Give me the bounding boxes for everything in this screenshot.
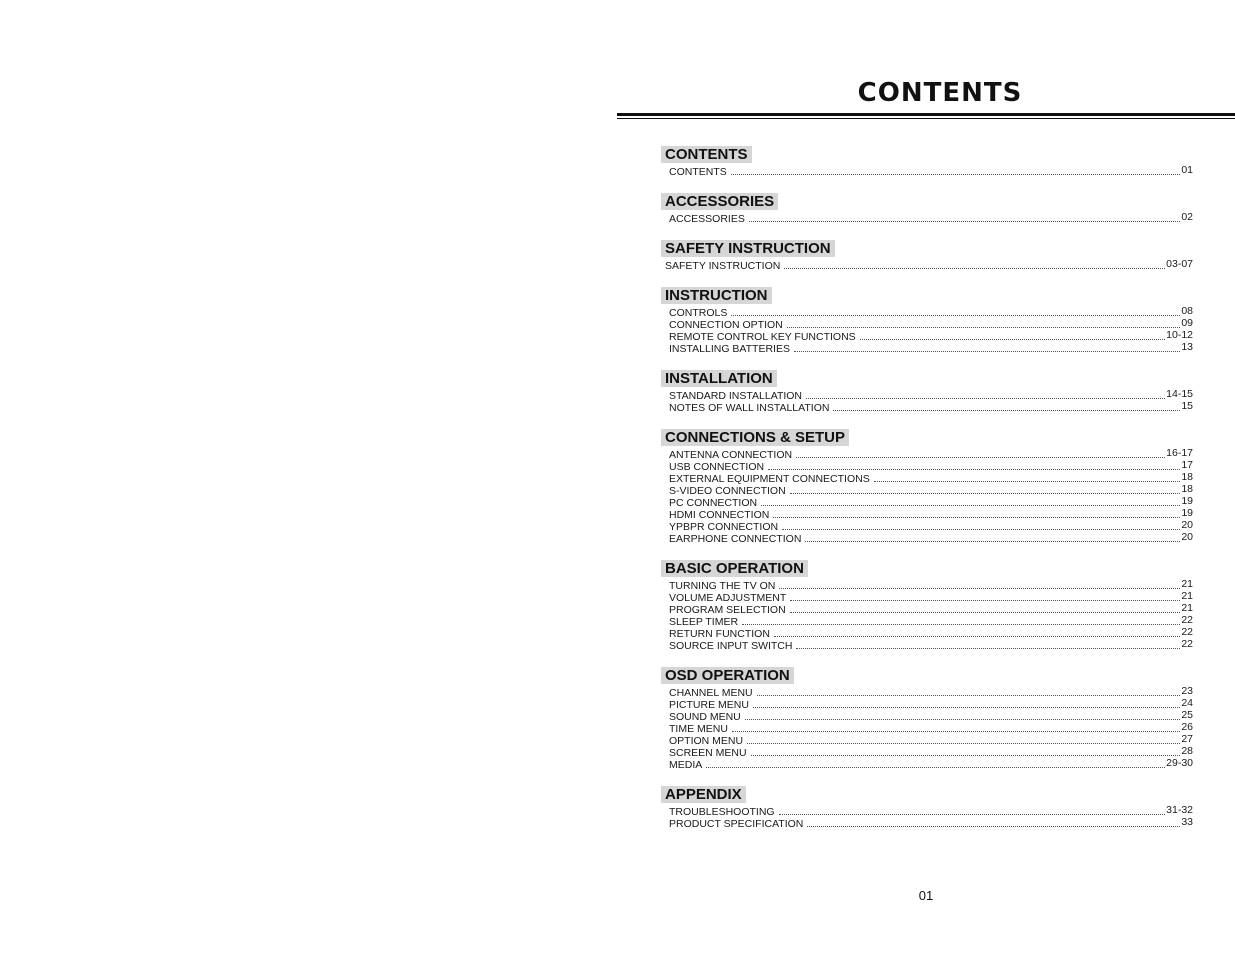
entry-label: MEDIA [669,759,703,771]
toc-entry [661,331,1193,343]
dot-leader [751,755,1181,756]
entry-label: CHANNEL MENU [669,687,753,699]
dot-leader [790,493,1181,494]
toc-entry [661,628,1193,640]
toc-entry [661,473,1193,485]
entry-label: SCREEN MENU [669,747,747,759]
entry-page: 29-30 [1166,757,1193,769]
dot-leader [807,826,1180,827]
section-header: CONNECTIONS & SETUP [661,429,849,446]
dot-leader [745,719,1181,720]
entry-label: YPBPR CONNECTION [669,521,779,533]
toc-section [661,146,1193,178]
entry-page: 23 [1181,685,1193,697]
entry-page: 21 [1181,602,1193,614]
toc-entry [661,485,1193,497]
dot-leader [790,600,1180,601]
dot-leader [773,517,1180,518]
entry-label: TIME MENU [669,723,728,735]
toc-entry [661,260,1193,272]
entry-label: ANTENNA CONNECTION [669,449,793,461]
toc-entry [661,604,1193,616]
title-rule-thick [617,113,1235,116]
toc-entry [661,343,1193,355]
entry-page: 18 [1181,471,1193,483]
dot-leader [774,636,1180,637]
entry-page: 15 [1181,400,1193,412]
page-title: CONTENTS [857,78,1023,108]
entry-page: 16-17 [1166,447,1193,459]
entry-label: INSTALLING BATTERIES [669,343,790,355]
entry-page: 13 [1181,341,1193,353]
dot-leader [757,695,1181,696]
entry-page: 02 [1181,211,1193,223]
entry-label: SAFETY INSTRUCTION [665,260,781,272]
dot-leader [790,612,1181,613]
entry-page: 09 [1181,317,1193,329]
dot-leader [833,410,1180,411]
entry-page: 14-15 [1166,388,1193,400]
dot-leader [860,339,1165,340]
entry-label: CONTROLS [669,307,728,319]
toc-entry [661,521,1193,533]
toc-entry [661,319,1193,331]
dot-leader [768,469,1180,470]
toc-entry [661,687,1193,699]
title-rule-thin [617,118,1235,119]
section-header: SAFETY INSTRUCTION [661,240,835,257]
entry-label: USB CONNECTION [669,461,765,473]
entry-label: TROUBLESHOOTING [669,806,775,818]
dot-leader [731,315,1180,316]
toc-entry [661,616,1193,628]
section-header: BASIC OPERATION [661,560,808,577]
toc-entry [661,640,1193,652]
section-header: OSD OPERATION [661,667,794,684]
entry-page: 10-12 [1166,329,1193,341]
toc-entry [661,747,1193,759]
entry-label: SLEEP TIMER [669,616,739,628]
toc-entry [661,580,1193,592]
toc-entry [661,711,1193,723]
dot-leader [731,174,1181,175]
dot-leader [874,481,1181,482]
toc-entry [661,699,1193,711]
toc-entry [661,307,1193,319]
entry-label: VOLUME ADJUSTMENT [669,592,787,604]
toc-entry [661,533,1193,545]
entry-label: REMOTE CONTROL KEY FUNCTIONS [669,331,856,343]
toc-entry [661,461,1193,473]
toc-section [661,370,1193,414]
section-header: CONTENTS [661,146,752,163]
entry-label: EARPHONE CONNECTION [669,533,802,545]
toc-section [661,667,1193,771]
entry-page: 17 [1181,459,1193,471]
entry-label: PRODUCT SPECIFICATION [669,818,804,830]
toc-section [661,560,1193,652]
entry-page: 18 [1181,483,1193,495]
toc-entry [661,166,1193,178]
section-header: APPENDIX [661,786,746,803]
dot-leader [732,731,1180,732]
entry-label: S-VIDEO CONNECTION [669,485,786,497]
entry-page: 28 [1181,745,1193,757]
dot-leader [794,351,1180,352]
entry-page: 20 [1181,531,1193,543]
entry-page: 21 [1181,590,1193,602]
entry-label: CONNECTION OPTION [669,319,783,331]
toc-entry [661,390,1193,402]
entry-page: 24 [1181,697,1193,709]
section-header: INSTALLATION [661,370,777,387]
toc-entry [661,806,1193,818]
entry-label: PC CONNECTION [669,497,758,509]
entry-page: 19 [1181,507,1193,519]
toc-section [661,429,1193,545]
toc-section [661,786,1193,830]
entry-label: PICTURE MENU [669,699,749,711]
dot-leader [784,268,1165,269]
entry-label: SOURCE INPUT SWITCH [669,640,793,652]
dot-leader [749,221,1180,222]
entry-page: 25 [1181,709,1193,721]
entry-label: EXTERNAL EQUIPMENT CONNECTIONS [669,473,870,485]
entry-page: 22 [1181,626,1193,638]
dot-leader [796,648,1180,649]
toc-entry [661,402,1193,414]
entry-page: 01 [1181,164,1193,176]
entry-label: OPTION MENU [669,735,744,747]
toc-section [661,287,1193,355]
dot-leader [787,327,1181,328]
toc-section [661,240,1193,272]
dot-leader [706,767,1165,768]
page-number: 01 [918,888,934,903]
entry-label: CONTENTS [669,166,727,178]
entry-page: 21 [1181,578,1193,590]
entry-label: STANDARD INSTALLATION [669,390,803,402]
dot-leader [742,624,1180,625]
toc-entry [661,818,1193,830]
entry-label: SOUND MENU [669,711,741,723]
dot-leader [761,505,1180,506]
dot-leader [779,814,1166,815]
entry-page: 08 [1181,305,1193,317]
entry-label: RETURN FUNCTION [669,628,770,640]
toc-entry [661,449,1193,461]
entry-label: NOTES OF WALL INSTALLATION [669,402,830,414]
toc-entry [661,509,1193,521]
entry-page: 22 [1181,614,1193,626]
toc-entry [661,592,1193,604]
toc-entry [661,213,1193,225]
toc-section [661,193,1193,225]
entry-page: 27 [1181,733,1193,745]
dot-leader [779,588,1180,589]
toc-entry [661,723,1193,735]
section-header: INSTRUCTION [661,287,772,304]
dot-leader [796,457,1165,458]
dot-leader [747,743,1180,744]
toc-entry [661,497,1193,509]
entry-page: 03-07 [1166,258,1193,270]
dot-leader [753,707,1180,708]
toc-entry [661,759,1193,771]
toc-entry [661,735,1193,747]
entry-page: 22 [1181,638,1193,650]
dot-leader [805,541,1180,542]
entry-page: 33 [1181,816,1193,828]
entry-label: TURNING THE TV ON [669,580,776,592]
dot-leader [806,398,1165,399]
entry-page: 20 [1181,519,1193,531]
dot-leader [782,529,1180,530]
table-of-contents [661,146,1193,845]
entry-page: 26 [1181,721,1193,733]
entry-page: 31-32 [1166,804,1193,816]
entry-label: PROGRAM SELECTION [669,604,786,616]
entry-label: ACCESSORIES [669,213,745,225]
entry-label: HDMI CONNECTION [669,509,770,521]
section-header: ACCESSORIES [661,193,778,210]
entry-page: 19 [1181,495,1193,507]
